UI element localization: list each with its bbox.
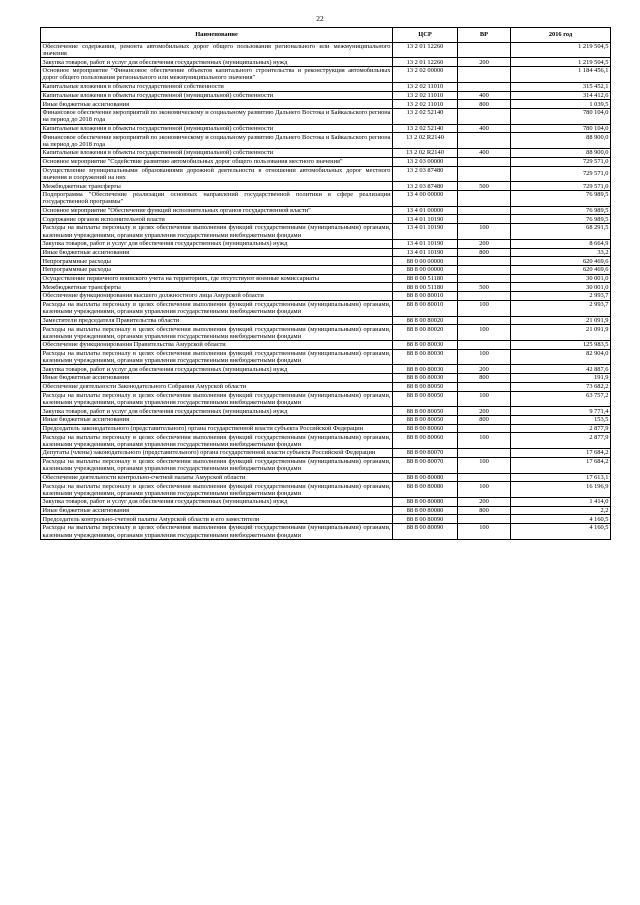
cell-sum: 73 682,2 bbox=[511, 382, 611, 391]
table-row bbox=[41, 457, 611, 473]
cell-csr: 13 2 02 11010 bbox=[393, 91, 458, 100]
cell-csr: 88 8 00 00000 bbox=[393, 266, 458, 275]
cell-vr bbox=[458, 67, 511, 83]
cell-sum: 8 664,9 bbox=[511, 239, 611, 248]
cell-sum: 2,2 bbox=[511, 506, 611, 515]
table-row bbox=[41, 416, 611, 425]
table-row bbox=[41, 449, 611, 458]
cell-sum: 1 219 504,5 bbox=[511, 58, 611, 67]
cell-csr: 88 8 00 80060 bbox=[393, 424, 458, 433]
cell-csr: 88 8 00 80080 bbox=[393, 473, 458, 482]
table-row bbox=[41, 191, 611, 207]
cell-csr: 88 8 00 80020 bbox=[393, 325, 458, 341]
cell-csr: 88 8 00 80020 bbox=[393, 316, 458, 325]
table-row bbox=[41, 498, 611, 507]
table-row bbox=[41, 515, 611, 524]
cell-sum: 620 469,6 bbox=[511, 257, 611, 266]
cell-csr: 88 8 00 80080 bbox=[393, 498, 458, 507]
cell-name: Закупка товаров, работ и услуг для обеспечения государственных (муниципальных) нужд bbox=[41, 498, 393, 507]
cell-name: Капитальные вложения в объекты государственной (муниципальной) собственности bbox=[41, 124, 393, 133]
cell-csr: 88 0 00 00000 bbox=[393, 257, 458, 266]
cell-sum: 2 877,9 bbox=[511, 433, 611, 449]
cell-name: Капитальные вложения в объекты государственной (муниципальной) собственности bbox=[41, 149, 393, 158]
cell-csr: 88 8 00 80030 bbox=[393, 365, 458, 374]
cell-vr bbox=[458, 166, 511, 182]
cell-csr: 13 2 02 00000 bbox=[393, 67, 458, 83]
cell-sum: 4 160,5 bbox=[511, 515, 611, 524]
table-row bbox=[41, 325, 611, 341]
cell-sum: 17 684,2 bbox=[511, 449, 611, 458]
table-row bbox=[41, 224, 611, 240]
cell-sum: 315 452,1 bbox=[511, 82, 611, 91]
cell-vr: 200 bbox=[458, 407, 511, 416]
table-row bbox=[41, 433, 611, 449]
header-csr: ЦСР bbox=[393, 28, 458, 43]
table-row bbox=[41, 391, 611, 407]
cell-name: Обеспечение деятельности контрольно-счетной палаты Амурской области bbox=[41, 473, 393, 482]
cell-vr bbox=[458, 257, 511, 266]
cell-sum: 780 104,0 bbox=[511, 108, 611, 124]
cell-csr: 88 8 00 80050 bbox=[393, 382, 458, 391]
table-row bbox=[41, 42, 611, 58]
cell-name: Основное мероприятие "Финансовое обеспечение объектов капитального строительства и реконструкция автомобильных дорог общего пользования регионального или межмуниципального значения" bbox=[42, 67, 391, 82]
table-row bbox=[41, 166, 611, 182]
table-row bbox=[41, 133, 611, 149]
cell-csr: 88 8 00 51180 bbox=[393, 283, 458, 292]
cell-csr: 13 2 01 12260 bbox=[393, 58, 458, 67]
table-row bbox=[41, 248, 611, 257]
cell-sum: 314 412,6 bbox=[511, 91, 611, 100]
table-row bbox=[41, 283, 611, 292]
cell-name: Обеспечение деятельности Законодательного Собрания Амурской области bbox=[41, 382, 393, 391]
cell-vr bbox=[458, 82, 511, 91]
cell-csr: 13 2 03 87480 bbox=[393, 166, 458, 182]
cell-name: Иные бюджетные ассигнования bbox=[41, 100, 393, 109]
cell-vr bbox=[458, 266, 511, 275]
cell-vr: 800 bbox=[458, 506, 511, 515]
cell-sum: 76 989,5 bbox=[511, 215, 611, 224]
table-row bbox=[41, 407, 611, 416]
cell-name: Основное мероприятие "Содействие развитию автомобильных дорог общего пользования местного значения" bbox=[41, 157, 393, 166]
table-row bbox=[41, 292, 611, 301]
cell-vr: 400 bbox=[458, 149, 511, 158]
cell-csr: 13 4 01 10190 bbox=[393, 239, 458, 248]
cell-csr: 88 8 00 80070 bbox=[393, 449, 458, 458]
cell-name: Финансовое обеспечение мероприятий по экономическому и социальному развитию Дальнего Востока и Байкальского региона на период до 2018 года bbox=[42, 109, 391, 124]
cell-name: Расходы на выплаты персоналу в целях обеспечения выполнения функций государственными (муниципальными) органами, казенными учреждениями, органами управления государственными внебюджетными фондами bbox=[42, 482, 391, 497]
table-row bbox=[41, 157, 611, 166]
cell-vr: 100 bbox=[458, 524, 511, 540]
cell-vr bbox=[458, 191, 511, 207]
cell-name: Закупка товаров, работ и услуг для обеспечения государственных (муниципальных) нужд bbox=[41, 365, 393, 374]
cell-vr: 800 bbox=[458, 100, 511, 109]
cell-csr: 88 8 00 80080 bbox=[393, 506, 458, 515]
cell-sum: 88 900,0 bbox=[511, 149, 611, 158]
cell-name: Расходы на выплаты персоналу в целях обеспечения выполнения функций государственными (муниципальными) органами, казенными учреждениями, органами управления государственными внебюджетными фондами bbox=[42, 391, 391, 406]
cell-name: Расходы на выплаты персоналу в целях обеспечения выполнения функций государственными (муниципальными) органами, казенными учреждениями, органами управления государственными внебюджетными фондами bbox=[42, 325, 391, 340]
cell-sum: 780 104,0 bbox=[511, 124, 611, 133]
table-row bbox=[41, 274, 611, 283]
cell-sum: 9 771,4 bbox=[511, 407, 611, 416]
cell-name: Капитальные вложения в объекты государственной собственности bbox=[41, 82, 393, 91]
table-row bbox=[41, 100, 611, 109]
cell-csr: 13 2 02 R2140 bbox=[393, 149, 458, 158]
header-name: Наименование bbox=[41, 28, 393, 43]
cell-csr: 88 8 00 80010 bbox=[393, 300, 458, 316]
cell-vr: 100 bbox=[458, 482, 511, 498]
table-row bbox=[41, 149, 611, 158]
cell-name: Подпрограмма "Обеспечение реализации основных направлений государственной политики в сфере реализации государственной программы" bbox=[42, 191, 391, 206]
cell-sum: 30 001,0 bbox=[511, 283, 611, 292]
cell-vr: 800 bbox=[458, 416, 511, 425]
cell-sum: 1 414,0 bbox=[511, 498, 611, 507]
table-row bbox=[41, 506, 611, 515]
cell-csr: 88 8 00 80050 bbox=[393, 391, 458, 407]
cell-sum: 153,5 bbox=[511, 416, 611, 425]
table-row bbox=[41, 182, 611, 191]
cell-name: Иные бюджетные ассигнования bbox=[41, 248, 393, 257]
cell-sum: 17 684,2 bbox=[511, 457, 611, 473]
cell-name: Осуществление первичного воинского учета на территориях, где отсутствуют военные комиссариаты bbox=[41, 274, 393, 283]
cell-vr: 500 bbox=[458, 283, 511, 292]
cell-name: Расходы на выплаты персоналу в целях обеспечения выполнения функций государственными (муниципальными) органами, казенными учреждениями, органами управления государственными внебюджетными фондами bbox=[42, 458, 391, 473]
cell-vr bbox=[458, 515, 511, 524]
cell-csr: 88 8 00 80050 bbox=[393, 407, 458, 416]
cell-csr: 13 2 02 11010 bbox=[393, 100, 458, 109]
cell-csr: 88 8 00 51180 bbox=[393, 274, 458, 283]
cell-vr: 100 bbox=[458, 349, 511, 365]
table-row bbox=[41, 424, 611, 433]
cell-sum: 16 196,9 bbox=[511, 482, 611, 498]
page-number: 22 bbox=[316, 14, 324, 23]
cell-sum: 42 887,6 bbox=[511, 365, 611, 374]
cell-name: Обеспечение функционирования высшего должностного лица Амурской области bbox=[41, 292, 393, 301]
table-row bbox=[41, 365, 611, 374]
cell-csr: 88 8 00 80060 bbox=[393, 433, 458, 449]
cell-sum: 21 091,9 bbox=[511, 325, 611, 341]
cell-sum: 729 571,0 bbox=[511, 182, 611, 191]
cell-csr: 88 8 00 80010 bbox=[393, 292, 458, 301]
cell-sum: 4 160,5 bbox=[511, 524, 611, 540]
table-row bbox=[41, 67, 611, 83]
cell-sum: 1 039,5 bbox=[511, 100, 611, 109]
table-row bbox=[41, 124, 611, 133]
cell-name: Межбюджетные трансферты bbox=[41, 182, 393, 191]
cell-vr bbox=[458, 206, 511, 215]
cell-name: Заместители председателя Правительства области bbox=[41, 316, 393, 325]
cell-name: Расходы на выплаты персоналу в целях обеспечения выполнения функций государственными (муниципальными) органами, казенными учреждениями, органами управления государственными внебюджетными фондами bbox=[42, 433, 391, 448]
cell-sum: 68 291,5 bbox=[511, 224, 611, 240]
cell-csr: 13 2 03 00000 bbox=[393, 157, 458, 166]
cell-name: Иные бюджетные ассигнования bbox=[41, 374, 393, 383]
table-row bbox=[41, 482, 611, 498]
table-row bbox=[41, 266, 611, 275]
cell-name: Непрограммные расходы bbox=[41, 257, 393, 266]
cell-sum: 63 757,2 bbox=[511, 391, 611, 407]
cell-csr: 13 4 00 00000 bbox=[393, 191, 458, 207]
cell-csr: 88 8 00 80050 bbox=[393, 416, 458, 425]
cell-csr: 13 4 01 10190 bbox=[393, 248, 458, 257]
cell-sum: 729 571,0 bbox=[511, 166, 611, 182]
cell-sum: 1 184 456,1 bbox=[511, 67, 611, 83]
cell-name: Расходы на выплаты персоналу в целях обеспечения выполнения функций государственными (муниципальными) органами, казенными учреждениями, органами управления государственными внебюджетными фондами bbox=[42, 349, 391, 365]
cell-vr bbox=[458, 424, 511, 433]
cell-name: Осуществление муниципальными образованиями дорожной деятельности в отношении автомобильных дорог местного значения и сооружений на них bbox=[42, 166, 391, 181]
cell-name: Председатель законодательного (представительного) органа государственной власти субъекта Российской Федерации bbox=[41, 424, 393, 433]
cell-sum: 2 993,7 bbox=[511, 300, 611, 316]
cell-sum: 729 571,0 bbox=[511, 157, 611, 166]
table-row bbox=[41, 473, 611, 482]
cell-sum: 88 900,0 bbox=[511, 133, 611, 149]
cell-sum: 76 989,5 bbox=[511, 206, 611, 215]
cell-name: Иные бюджетные ассигнования bbox=[41, 506, 393, 515]
cell-vr: 100 bbox=[458, 457, 511, 473]
cell-csr: 13 2 03 87480 bbox=[393, 182, 458, 191]
cell-vr: 400 bbox=[458, 124, 511, 133]
header-vr: ВР bbox=[458, 28, 511, 43]
cell-csr: 13 4 01 10190 bbox=[393, 215, 458, 224]
cell-csr: 88 8 00 80070 bbox=[393, 457, 458, 473]
cell-vr bbox=[458, 473, 511, 482]
cell-vr bbox=[458, 316, 511, 325]
cell-csr: 88 8 00 80030 bbox=[393, 349, 458, 365]
cell-csr: 13 2 02 52140 bbox=[393, 108, 458, 124]
table-row bbox=[41, 91, 611, 100]
cell-vr: 100 bbox=[458, 224, 511, 240]
cell-name: Расходы на выплаты персоналу в целях обеспечения выполнения функций государственными (муниципальными) органами, казенными учреждениями, органами управления государственными внебюджетными фондами bbox=[42, 524, 391, 539]
cell-csr: 13 2 01 12260 bbox=[393, 42, 458, 58]
cell-name: Расходы на выплаты персоналу в целях обеспечения выполнения функций государственными (муниципальными) органами, казенными учреждениями, органами управления государственными внебюджетными фондами bbox=[42, 301, 391, 316]
cell-sum: 30 001,0 bbox=[511, 274, 611, 283]
cell-name: Закупка товаров, работ и услуг для обеспечения государственных (муниципальных) нужд bbox=[41, 407, 393, 416]
cell-name: Межбюджетные трансферты bbox=[41, 283, 393, 292]
table-row bbox=[41, 108, 611, 124]
cell-name: Расходы на выплаты персоналу в целях обеспечения выполнения функций государственными (муниципальными) органами, казенными учреждениями, органами управления государственными внебюджетными фондами bbox=[42, 224, 391, 239]
cell-vr bbox=[458, 215, 511, 224]
header-year: 2016 год bbox=[511, 28, 611, 43]
table-row bbox=[41, 382, 611, 391]
cell-sum: 33,2 bbox=[511, 248, 611, 257]
cell-vr: 100 bbox=[458, 391, 511, 407]
cell-vr: 100 bbox=[458, 433, 511, 449]
cell-name: Капитальные вложения в объекты государственной (муниципальной) собственности bbox=[41, 91, 393, 100]
cell-name: Финансовое обеспечение мероприятий по экономическому и социальному развитию Дальнего Востока и Байкальского региона на период до 2018 года bbox=[42, 133, 391, 148]
cell-vr bbox=[458, 108, 511, 124]
table-row bbox=[41, 316, 611, 325]
cell-sum: 2 877,9 bbox=[511, 424, 611, 433]
budget-table bbox=[40, 27, 611, 540]
cell-name: Иные бюджетные ассигнования bbox=[41, 416, 393, 425]
cell-sum: 76 989,5 bbox=[511, 191, 611, 207]
table-header-row bbox=[41, 28, 611, 43]
cell-vr: 400 bbox=[458, 91, 511, 100]
cell-csr: 13 2 02 R2140 bbox=[393, 133, 458, 149]
cell-name: Обеспечение функционирования Правительства Амурской области bbox=[41, 341, 393, 350]
table-row bbox=[41, 349, 611, 365]
cell-sum: 1 219 504,5 bbox=[511, 42, 611, 58]
cell-name: Непрограммные расходы bbox=[41, 266, 393, 275]
cell-csr: 13 4 01 00000 bbox=[393, 206, 458, 215]
cell-vr bbox=[458, 133, 511, 149]
table-row bbox=[41, 215, 611, 224]
table-body bbox=[41, 42, 611, 539]
cell-vr: 800 bbox=[458, 248, 511, 257]
table-row bbox=[41, 257, 611, 266]
cell-name: Депутаты (члены) законодательного (представительного) органа государственной власти субъекта Российской Федерации bbox=[41, 449, 393, 458]
cell-vr: 100 bbox=[458, 325, 511, 341]
cell-sum: 125 983,5 bbox=[511, 341, 611, 350]
cell-vr bbox=[458, 274, 511, 283]
cell-vr bbox=[458, 449, 511, 458]
cell-name: Закупка товаров, работ и услуг для обеспечения государственных (муниципальных) нужд bbox=[41, 58, 393, 67]
cell-sum: 2 993,7 bbox=[511, 292, 611, 301]
cell-csr: 88 8 00 80080 bbox=[393, 482, 458, 498]
table-row bbox=[41, 206, 611, 215]
cell-name: Обеспечение содержания, ремонта автомобильных дорог общего пользования регионального или межмуниципального значения bbox=[42, 42, 391, 57]
cell-sum: 21 091,9 bbox=[511, 316, 611, 325]
cell-csr: 13 2 02 52140 bbox=[393, 124, 458, 133]
cell-name: Председатель контрольно-счетной палаты Амурской области и его заместители bbox=[41, 515, 393, 524]
table-row bbox=[41, 82, 611, 91]
cell-csr: 88 8 00 80090 bbox=[393, 515, 458, 524]
cell-sum: 620 469,6 bbox=[511, 266, 611, 275]
cell-csr: 13 2 02 11010 bbox=[393, 82, 458, 91]
table-row bbox=[41, 374, 611, 383]
cell-vr bbox=[458, 382, 511, 391]
cell-sum: 82 904,0 bbox=[511, 349, 611, 365]
cell-csr: 88 8 00 80090 bbox=[393, 524, 458, 540]
cell-vr bbox=[458, 157, 511, 166]
table-row bbox=[41, 524, 611, 540]
cell-name: Основное мероприятие "Обеспечение функций исполнительных органов государственной власти" bbox=[41, 206, 393, 215]
cell-sum: 17 613,1 bbox=[511, 473, 611, 482]
cell-vr: 200 bbox=[458, 239, 511, 248]
cell-csr: 88 8 00 80030 bbox=[393, 341, 458, 350]
cell-vr bbox=[458, 341, 511, 350]
cell-vr: 200 bbox=[458, 58, 511, 67]
cell-vr: 500 bbox=[458, 182, 511, 191]
cell-csr: 88 8 00 80030 bbox=[393, 374, 458, 383]
cell-name: Содержание органов исполнительной власти bbox=[41, 215, 393, 224]
cell-sum: 191,9 bbox=[511, 374, 611, 383]
cell-vr: 200 bbox=[458, 365, 511, 374]
cell-name: Закупка товаров, работ и услуг для обеспечения государственных (муниципальных) нужд bbox=[41, 239, 393, 248]
table-row bbox=[41, 341, 611, 350]
cell-vr: 200 bbox=[458, 498, 511, 507]
table-row bbox=[41, 239, 611, 248]
cell-vr bbox=[458, 292, 511, 301]
table-row bbox=[41, 300, 611, 316]
cell-vr: 800 bbox=[458, 374, 511, 383]
table-row bbox=[41, 58, 611, 67]
cell-vr bbox=[458, 42, 511, 58]
cell-csr: 13 4 01 10190 bbox=[393, 224, 458, 240]
cell-vr: 100 bbox=[458, 300, 511, 316]
